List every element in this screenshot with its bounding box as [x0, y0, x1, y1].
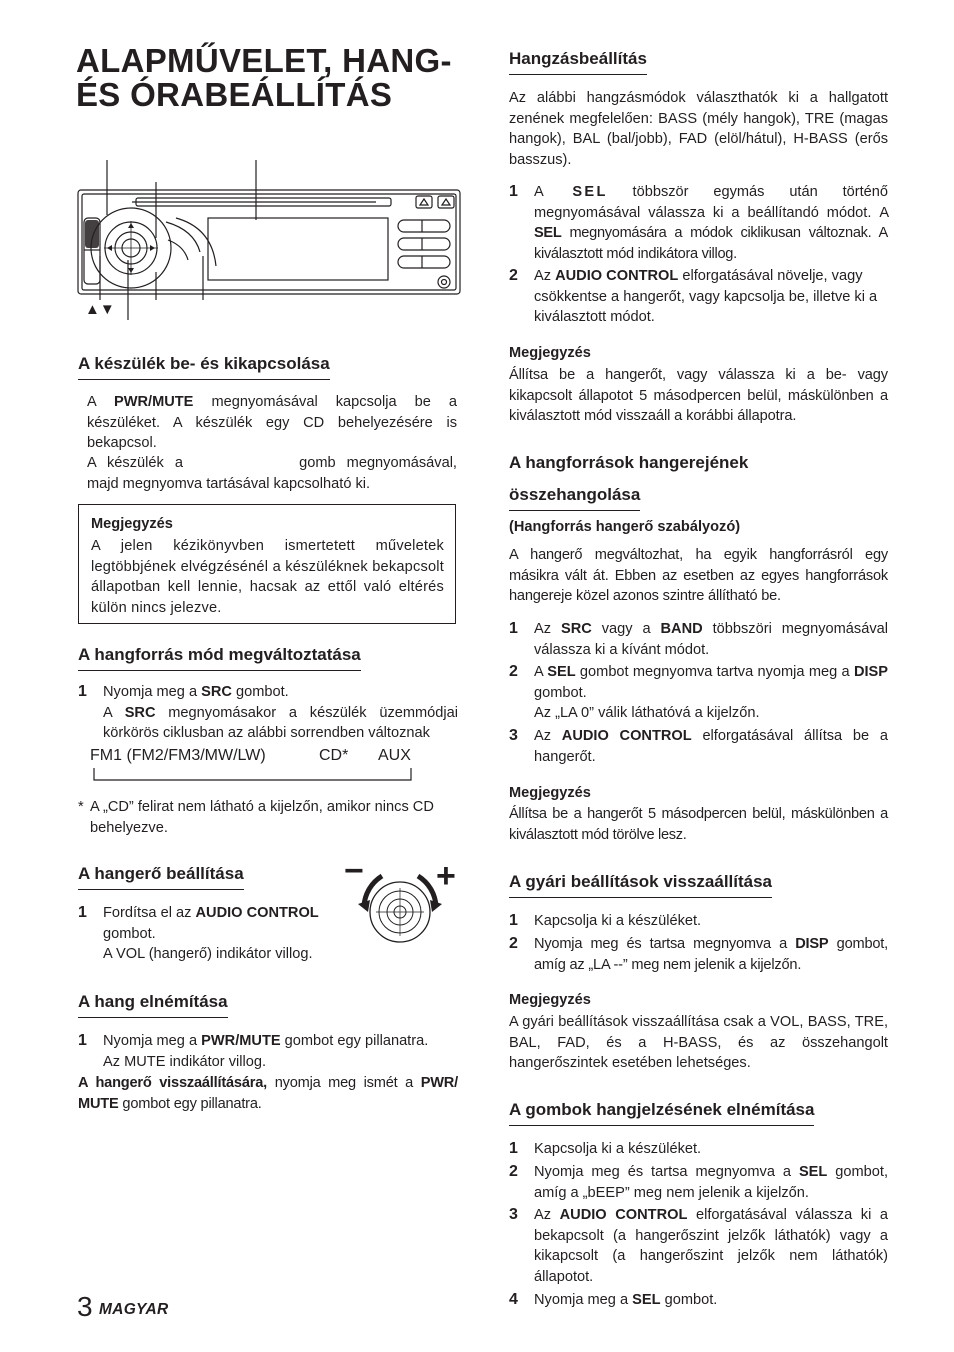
section-heading-beep: A gombok hangjelzésének elnémítása — [509, 1099, 814, 1126]
step-text: Nyomja meg a SRC gombot. A SRC megnyomásakor a készülék üzemmódjai körkörös ciklusban az alábbi sorrendben változnak — [103, 684, 459, 742]
s2-text2: Az „LA 0” válik láthatóvá a kijelzőn. — [534, 705, 760, 722]
step-text-d: Az MUTE indikátor villog. — [103, 1053, 267, 1070]
sound-note-heading: Megjegyzés — [509, 345, 591, 361]
page-title-line2: ÉS ÓRABEÁLLÍTÁS — [76, 76, 393, 113]
factory-note-text: A gyári beállítások visszaállítása csak a VOL, BASS, TRE, BAL, FAD, és a H-BASS, és az összehangolt hangerőszintek esetében lehetséges. — [509, 1014, 888, 1072]
step-text — [534, 266, 888, 328]
s1-a: A — [534, 184, 546, 200]
factory-step-2 — [509, 934, 888, 976]
step-number: 2 — [509, 935, 518, 952]
step-number: 2 — [509, 1163, 518, 1180]
step-number: 1 — [509, 183, 518, 200]
step-number: 1 — [509, 1140, 518, 1157]
sound-note-text: Állítsa be a hangerőt, vagy válassza ki a be- vagy kikapcsolt állapotot 5 másodpercen belül, máskülönben a kiválasztott mód visszaáll a korábbi állapotra. — [509, 367, 888, 425]
step-text-b: AUDIO CONTROL — [195, 905, 319, 921]
step-text-b: PWR/MUTE — [201, 1033, 281, 1049]
step-text: Nyomja meg a SEL gombot. — [534, 1292, 718, 1308]
footnote-mark: * — [78, 799, 84, 815]
section-heading-factory: A gyári beállítások visszaállítása — [509, 871, 772, 898]
step-text-c: gombot egy pillanatra. — [284, 1033, 429, 1049]
step-number: 1 — [78, 1032, 87, 1049]
s2-a: Az — [534, 268, 552, 284]
step-number: 1 — [509, 620, 518, 637]
factory-step-1 — [509, 911, 888, 933]
balance-step-1 — [509, 619, 888, 661]
page-number: 3 — [77, 1291, 93, 1322]
step-text-c: gombot. — [103, 925, 156, 942]
section-heading-mute: A hang elnémítása — [78, 991, 228, 1018]
factory-note-heading: Megjegyzés — [509, 992, 591, 1008]
balance-note-heading: Megjegyzés — [509, 785, 591, 801]
power-paragraph-1: A PWR/MUTE megnyomásával kapcsolja be a készüléket. A készülék egy CD behelyezésére is bekapcsol. — [87, 394, 458, 452]
balance-subheading: (Hangforrás hangerő szabályozó) — [509, 519, 741, 535]
step-text: Az AUDIO CONTROL elforgatásával válassza ki a bekapcsolt (a hangerőszint jelzők láthatók) vagy a kikapcsolt (a hangerőszint jelzők nem láthatók) állapotot. — [534, 1207, 889, 1285]
beep-step-4 — [509, 1290, 888, 1312]
mode-sequence-cd: CD* — [319, 747, 349, 764]
restore-a: A hangerő visszaállítására, — [78, 1075, 268, 1091]
step-text-d: A VOL (hangerő) indikátor villog. — [103, 946, 313, 963]
section-heading-source: A hangforrás mód megváltoztatása — [78, 644, 361, 671]
up-down-arrows-label: ▲▼ — [85, 301, 115, 318]
note-box — [78, 504, 456, 624]
beep-step-3 — [509, 1205, 888, 1289]
step-number: 1 — [509, 912, 518, 929]
page-title — [76, 44, 476, 112]
sound-step-2 — [509, 266, 888, 328]
step-number: 2 — [509, 663, 518, 680]
section-heading-power: A készülék be- és kikapcsolása — [78, 353, 330, 380]
balance-note-text: Állítsa be a hangerőt 5 másodpercen belül, máskülönben a kiválasztott mód törölve lesz. — [509, 806, 888, 843]
note-text: A jelen kézikönyvben ismertetett műveletek legtöbbjének elvégzésénél a készüléknek bekapcsolt állapotban kell lennie, hacsak az ettől való eltérés külön nincs jelezve. — [91, 538, 444, 616]
balance-intro: A hangerő megváltozhat, ha egyik hangforrásról egy másikra vált át. Ebben az esetben az egyes hangforrások hangereje közel azonos szintre állítható be. — [509, 547, 888, 605]
step-text: Az SRC vagy a BAND többszöri megnyomásával válassza ki a kívánt módot. — [534, 621, 888, 658]
step-number: 3 — [509, 727, 518, 744]
balance-step-2 — [509, 662, 888, 724]
section-heading-balance-l2: összehangolása — [509, 484, 640, 511]
page-language: MAGYAR — [99, 1301, 169, 1318]
step-text: Az AUDIO CONTROL elforgatásával állítsa be a hangerőt. — [534, 728, 888, 765]
step-number: 3 — [509, 1206, 518, 1223]
volume-minus-icon: − — [344, 852, 364, 890]
s2-b: AUDIO CONTROL — [555, 268, 679, 284]
step-number: 2 — [509, 267, 518, 284]
step-text-a: Nyomja meg a — [103, 1033, 198, 1049]
s1-d: A SEL megnyomására a módok ciklikusan változnak. A kiválasztott mód indikátora villog. — [534, 204, 888, 262]
beep-step-1 — [509, 1139, 888, 1161]
restore-d: gombot egy pillanatra. — [122, 1095, 262, 1112]
restore-b: nyomja meg ismét a — [274, 1075, 414, 1091]
step-text: A SEL gombot megnyomva tartva nyomja meg a DISP gombot. Az „LA 0” válik láthatóvá a kijelzőn. — [534, 664, 888, 722]
step-text — [103, 903, 348, 965]
step-text — [534, 182, 888, 264]
step-text: Kapcsolja ki a készüléket. — [534, 1141, 702, 1157]
power-paragraph-2: A készülék a gomb megnyomásával, majd megnyomva tartásával kapcsolható ki. — [87, 455, 457, 492]
step-text — [103, 1031, 458, 1072]
note-heading: Megjegyzés — [91, 516, 173, 532]
source-step-1 — [78, 682, 458, 746]
s1-c: többször egymás után történő megnyomásával válassza ki a beállítandó módot. — [534, 184, 889, 221]
mute-step-1 — [78, 1031, 458, 1073]
step-text: Nyomja meg és tartsa megnyomva a SEL gombot, amíg a „bEEP” meg nem jelenik a kijelzőn. — [534, 1164, 889, 1201]
s1-b: SEL — [572, 184, 608, 200]
restore-c: PWR/ MUTE — [78, 1075, 459, 1112]
sound-step-1 — [509, 182, 888, 266]
car-stereo-illustration — [76, 160, 466, 320]
sound-intro: Az alábbi hangzásmódok választhatók ki a hallgatott zenének megfelelően: BASS (mély hangok), TRE (magas hangok), BAL (bal/jobb), FAD (elöl/hátul), H-BASS (erős basszus). — [509, 90, 888, 168]
page-title-line1: ALAPMŰVELET, HANG- — [76, 42, 452, 79]
volume-plus-icon: + — [436, 857, 456, 895]
footnote-text: A „CD” felirat nem látható a kijelzőn, amikor nincs CD behelyezve. — [90, 799, 434, 836]
section-heading-sound: Hangzásbeállítás — [509, 48, 647, 75]
mode-cycle-bracket — [92, 768, 414, 782]
mute-restore-text — [78, 1073, 458, 1114]
step-text: Nyomja meg és tartsa megnyomva a DISP gombot, amíg az „LA --” meg nem jelenik a kijelzőn. — [534, 936, 889, 973]
section-heading-volume: A hangerő beállítása — [78, 863, 244, 890]
beep-step-2 — [509, 1162, 888, 1204]
step-text: Kapcsolja ki a készüléket. — [534, 913, 702, 929]
step-number: 1 — [78, 683, 87, 700]
mode-sequence-aux: AUX — [378, 747, 411, 764]
step-number: 1 — [78, 904, 87, 921]
volume-step-1 — [78, 903, 348, 967]
section-heading-balance-l1: A hangforrások hangerejének — [509, 453, 749, 472]
step-text-a: Fordítsa el az — [103, 905, 192, 921]
balance-step-3 — [509, 726, 888, 768]
s2-c: elforgatásával növelje, vagy csökkentse a hangerőt, vagy kapcsolja be, illetve ki a kiválasztott módot. — [534, 268, 878, 326]
mode-sequence-fm: FM1 (FM2/FM3/MW/LW) — [90, 747, 266, 764]
step-number: 4 — [509, 1291, 518, 1308]
